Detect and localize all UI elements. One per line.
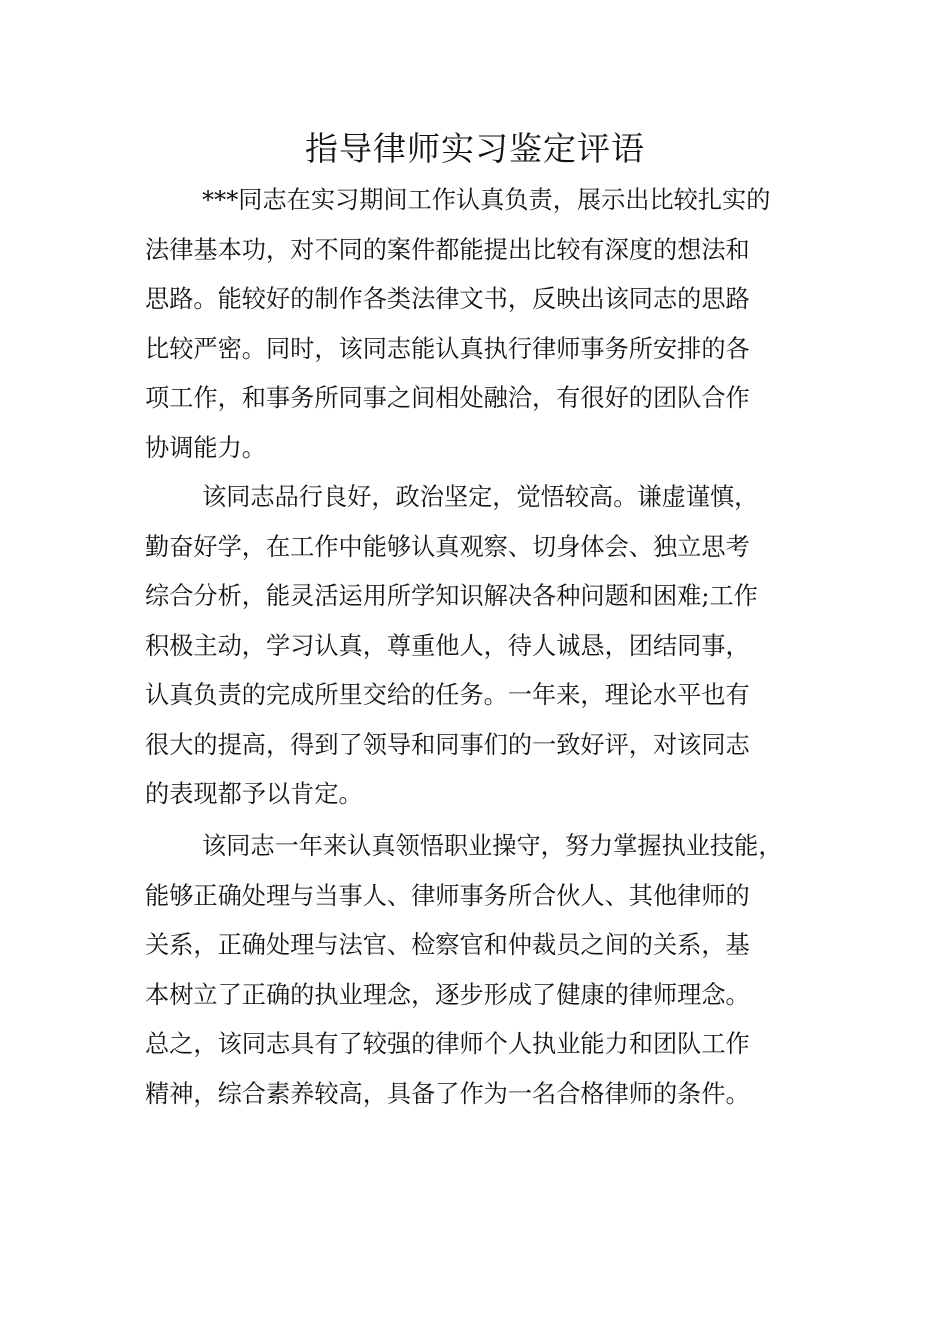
paragraph-line: 协调能力。: [145, 433, 266, 462]
paragraph-line: 认真负责的完成所里交给的任务。一年来，理论水平也有: [145, 681, 750, 709]
paragraph-line: 勤奋好学，在工作中能够认真观察、切身体会、独立思考: [145, 532, 750, 561]
paragraph-line: 积极主动，学习认真，尊重他人，待人诚恳，团结同事，: [145, 631, 750, 660]
paragraph-line: 该同志一年来认真领悟职业操守，努力掌握执业技能，: [202, 832, 783, 860]
paragraph-3: [145, 822, 783, 1119]
paragraph-line: 比较严密。同时，该同志能认真执行律师事务所安排的各: [145, 334, 750, 363]
paragraph-line: 总之，该同志具有了较强的律师个人执业能力和团队工作: [145, 1030, 750, 1058]
paragraph-line: 本树立了正确的执业理念，逐步形成了健康的律师理念。: [145, 980, 750, 1009]
paragraph-line: 的表现都予以肯定。: [145, 780, 363, 808]
paragraph-line: 关系，正确处理与法官、检察官和仲裁员之间的关系，基: [145, 931, 750, 959]
paragraph-1: [145, 176, 770, 473]
paragraph-line: 法律基本功，对不同的案件都能提出比较有深度的想法和: [145, 235, 750, 264]
paragraph-line: 综合分析，能灵活运用所学知识解决各种问题和困难;工作: [145, 582, 758, 610]
paragraph-line: ***同志在实习期间工作认真负责，展示出比较扎实的: [202, 186, 771, 214]
paragraph-line: 精神，综合素养较高，具备了作为一名合格律师的条件。: [145, 1079, 750, 1108]
paragraph-line: 该同志品行良好，政治坚定，觉悟较高。谦虚谨慎，: [202, 483, 759, 511]
paragraph-line: 项工作，和事务所同事之间相处融洽，有很好的团队合作: [145, 384, 750, 412]
paragraph-line: 思路。能较好的制作各类法律文书，反映出该同志的思路: [145, 285, 750, 313]
paragraph-2: [145, 473, 758, 820]
document-title: 指导律师实习鉴定评语: [305, 129, 645, 168]
paragraph-line: 很大的提高，得到了领导和同事们的一致好评，对该同志: [145, 730, 750, 759]
paragraph-line: 能够正确处理与当事人、律师事务所合伙人、其他律师的: [145, 881, 750, 910]
